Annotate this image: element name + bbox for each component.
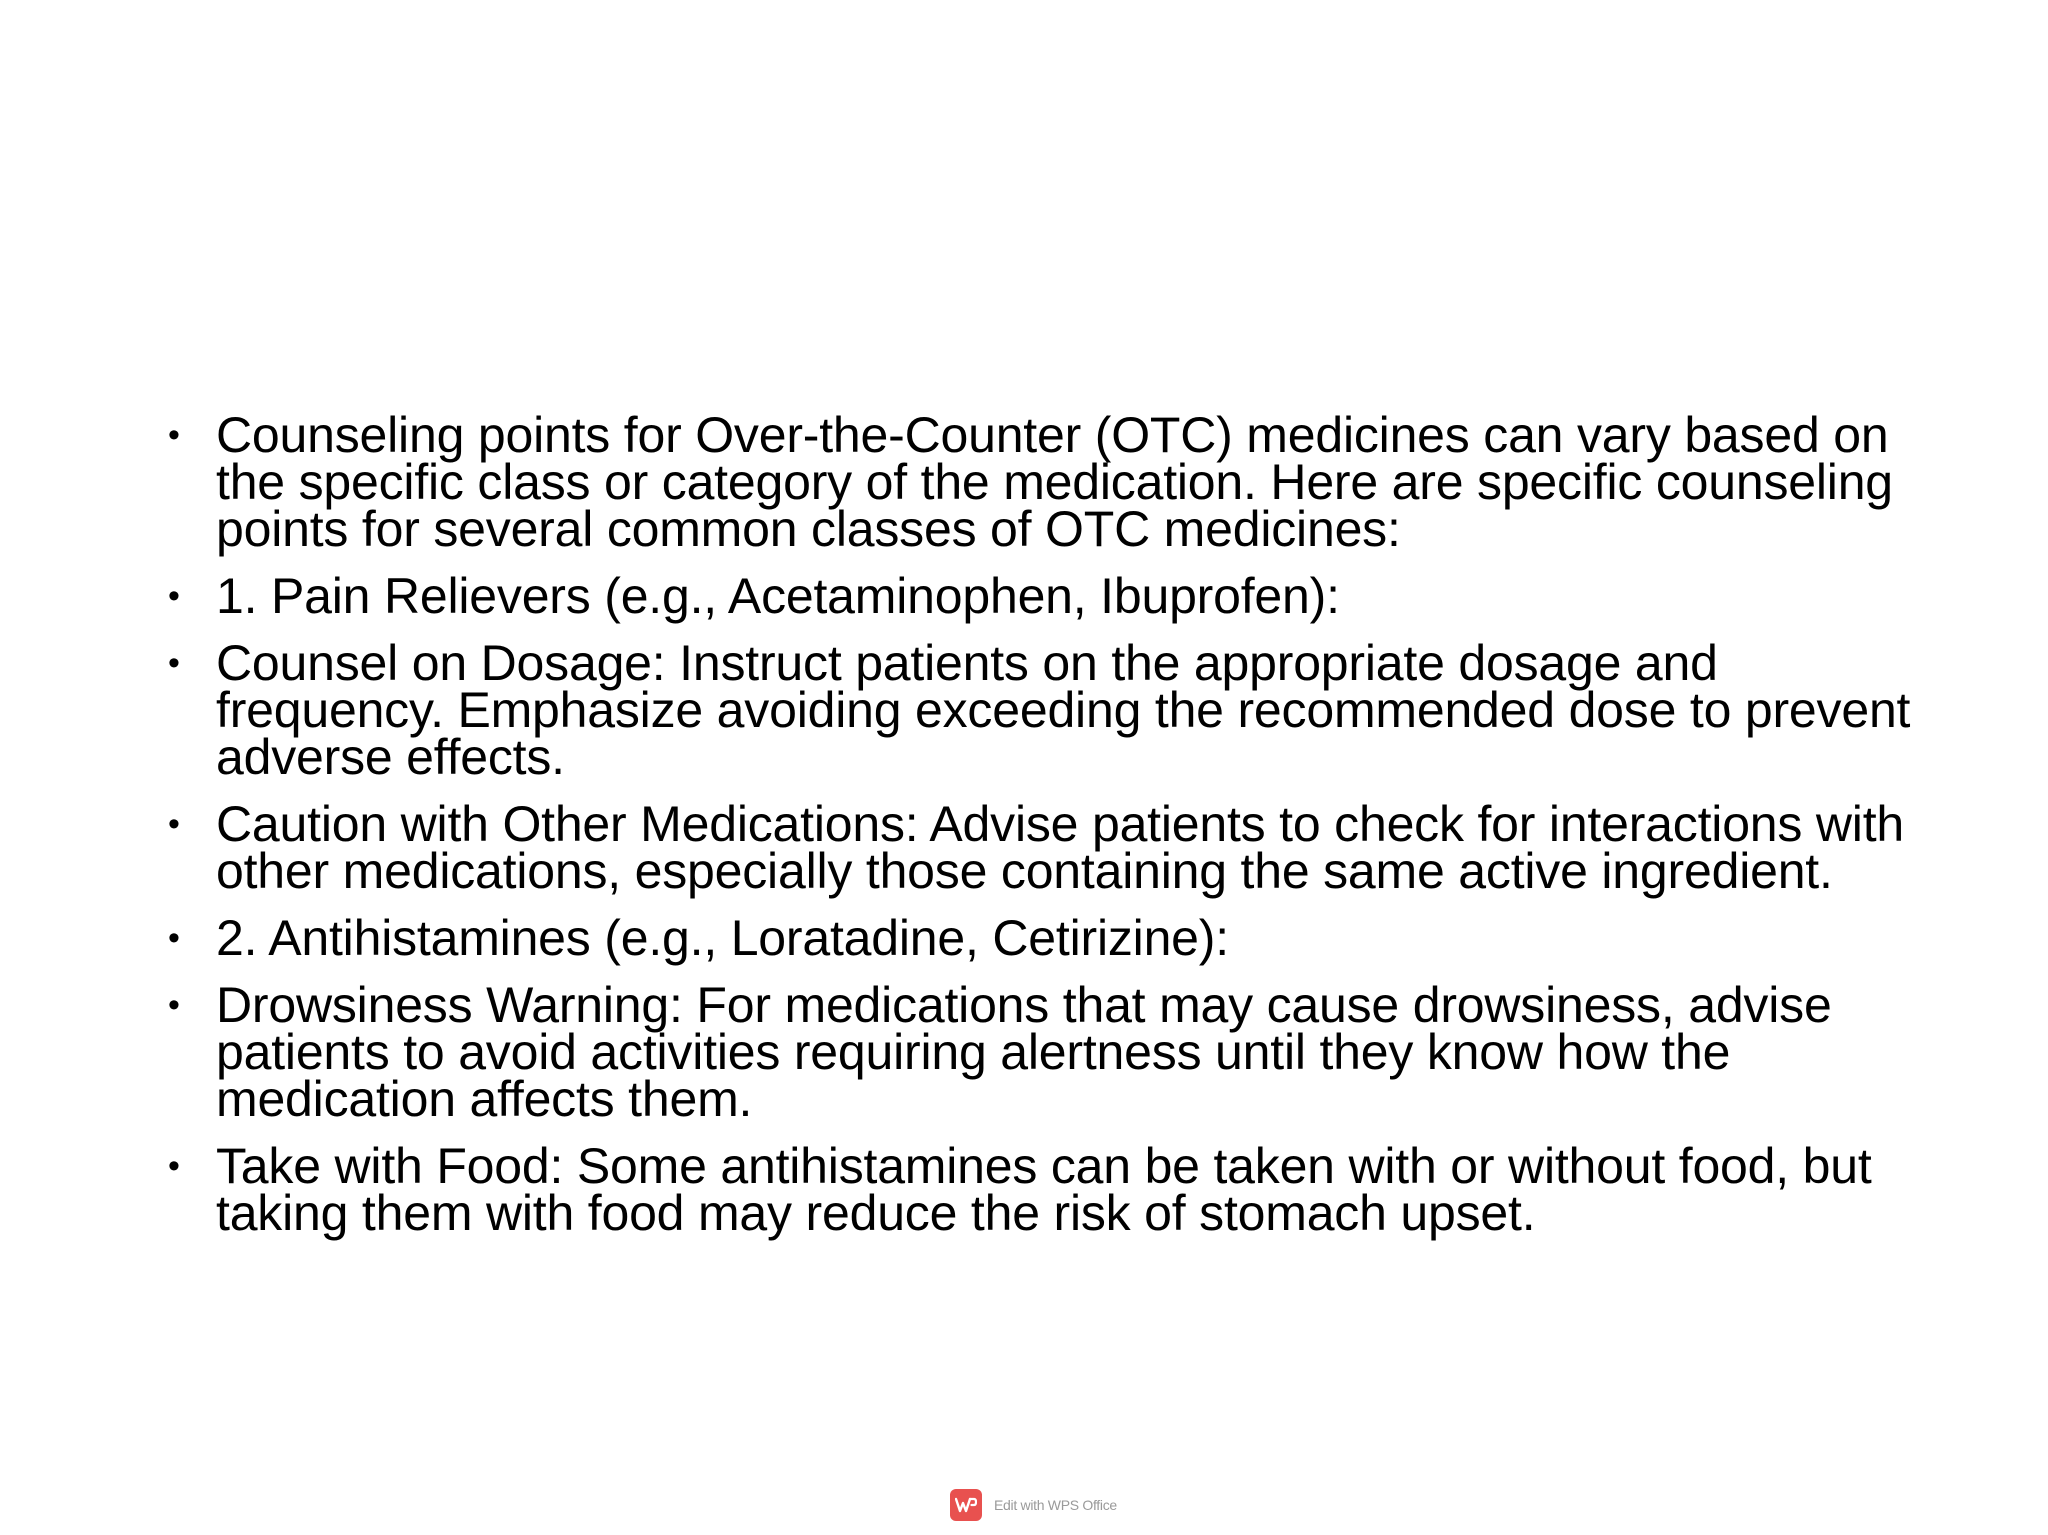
- wps-office-logo-icon: [950, 1489, 982, 1521]
- bullet-item: [160, 977, 1920, 1127]
- bullet-item: [160, 910, 1920, 966]
- bullet-dot: •: [168, 919, 180, 957]
- bullet-dot: •: [168, 416, 180, 454]
- bullet-dot: •: [168, 805, 180, 843]
- bullet-item: [160, 635, 1920, 785]
- bullet-item: [160, 1138, 1920, 1241]
- bullet-item: [160, 796, 1920, 899]
- bullet-text: 2. Antihistamines (e.g., Loratadine, Cetirizine):: [216, 910, 1229, 966]
- bullet-text: 1. Pain Relievers (e.g., Acetaminophen, Ibuprofen):: [216, 568, 1340, 624]
- bullet-item: [160, 568, 1920, 624]
- bullet-dot: •: [168, 986, 180, 1024]
- bullet-text: Counseling points for Over-the-Counter (OTC) medicines can vary based on the specific class or category of the medication. Here are specific counseling points for several common classes of OTC medicines:: [216, 407, 1893, 557]
- bullet-dot: •: [168, 577, 180, 615]
- bullet-text: Caution with Other Medications: Advise patients to check for interactions with other medications, especially those containing the same active ingredient.: [216, 796, 1905, 899]
- watermark-text: Edit with WPS Office: [994, 1497, 1117, 1513]
- bullet-text: Drowsiness Warning: For medications that may cause drowsiness, advise patients to avoid activities requiring alertness until they know how the medication affects them.: [216, 977, 1832, 1127]
- wps-watermark[interactable]: [950, 1488, 1117, 1522]
- bullet-text: Take with Food: Some antihistamines can be taken with or without food, but taking them with food may reduce the risk of stomach upset.: [216, 1138, 1872, 1241]
- bullet-dot: •: [168, 1147, 180, 1185]
- bullet-list: [160, 407, 1920, 1257]
- bullet-item: [160, 407, 1920, 557]
- bullet-dot: •: [168, 644, 180, 682]
- bullet-text: Counsel on Dosage: Instruct patients on the appropriate dosage and frequency. Emphasize avoiding exceeding the recommended dose to prevent adverse effects.: [216, 635, 1911, 785]
